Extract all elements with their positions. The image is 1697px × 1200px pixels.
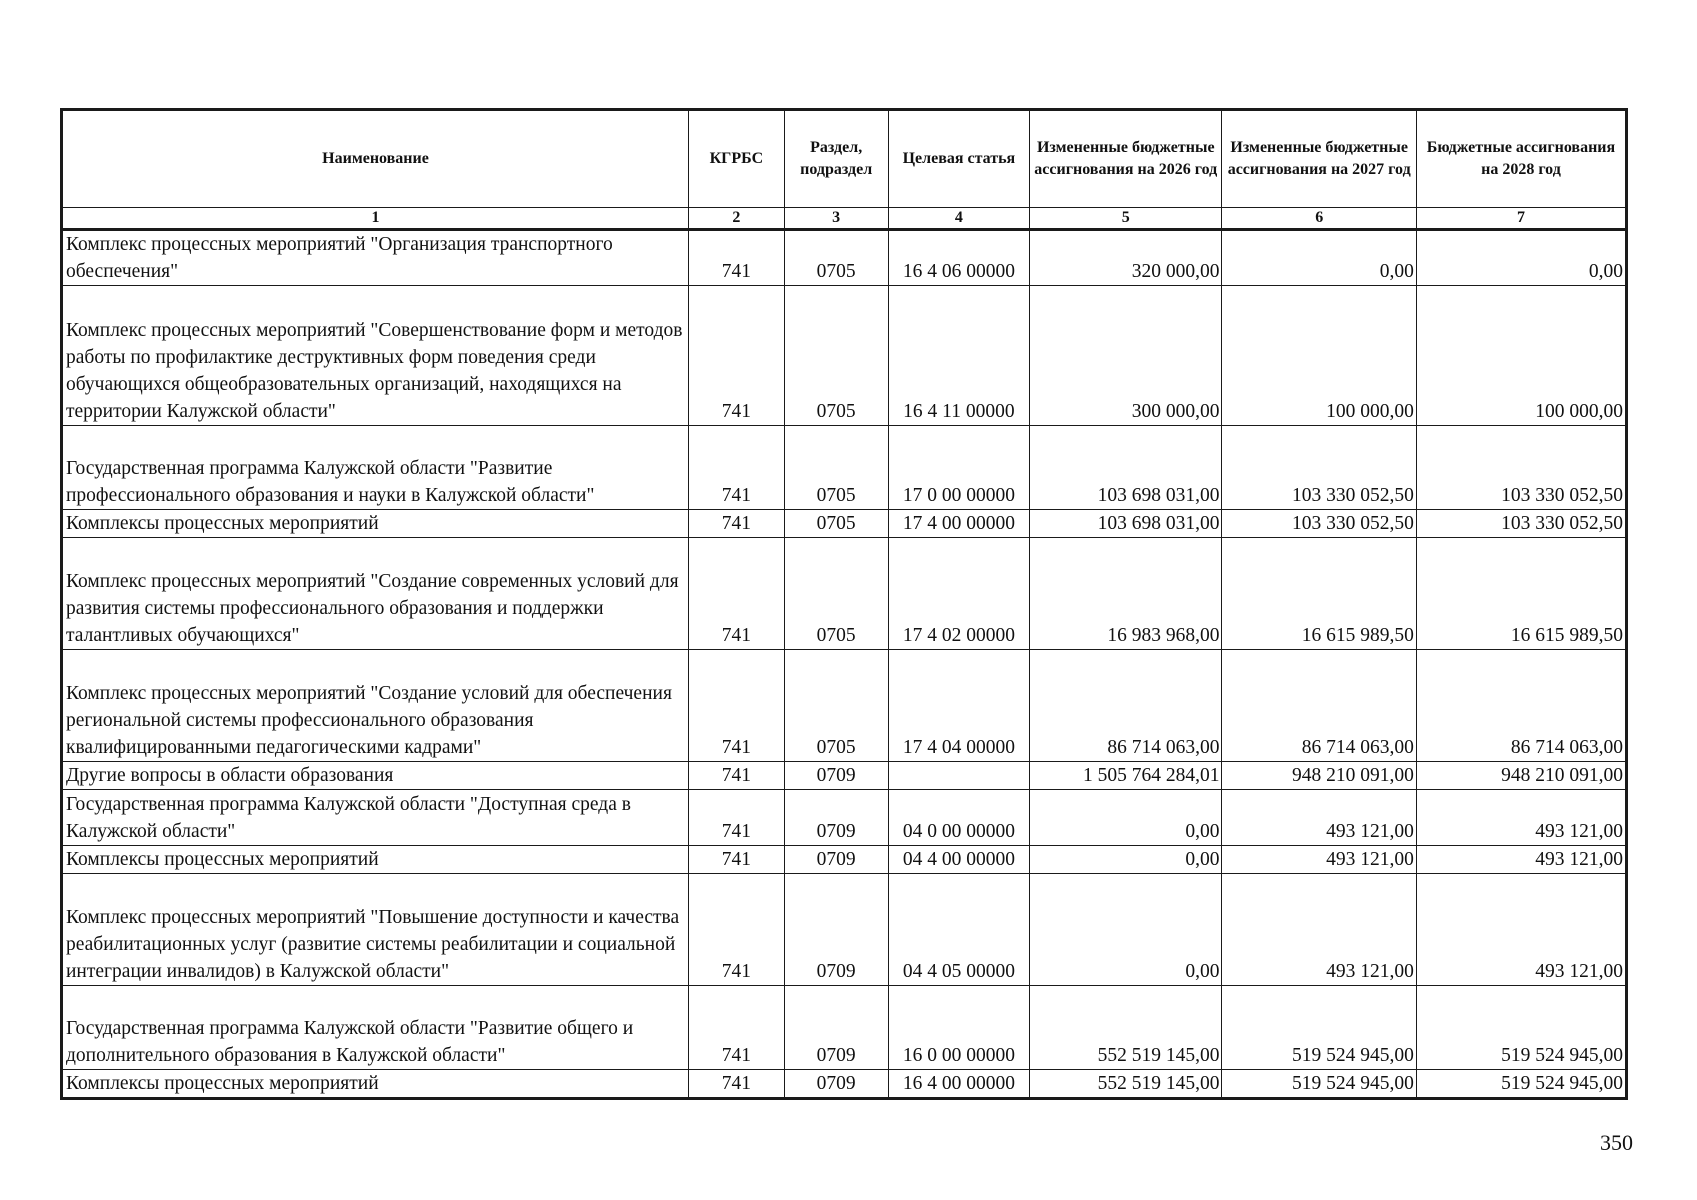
row-section: 0709 bbox=[784, 762, 888, 790]
header-kgrbs: КГРБС bbox=[689, 110, 785, 208]
row-kgrbs: 741 bbox=[689, 846, 785, 874]
row-name: Государственная программа Калужской области "Доступная среда в Калужской области" bbox=[62, 790, 689, 846]
row-target: 17 4 02 00000 bbox=[888, 538, 1029, 650]
row-2027: 100 000,00 bbox=[1222, 286, 1416, 426]
row-2028: 948 210 091,00 bbox=[1416, 762, 1626, 790]
row-target: 16 4 06 00000 bbox=[888, 230, 1029, 286]
row-2028: 16 615 989,50 bbox=[1416, 538, 1626, 650]
column-number: 6 bbox=[1222, 208, 1416, 230]
row-name: Комплекс процессных мероприятий "Создание условий для обеспечения региональной системы профессионального образования квалифицированными педагогическими кадрами" bbox=[62, 650, 689, 762]
row-name: Комплекс процессных мероприятий "Создание современных условий для развития системы профессионального образования и поддержки талантливых обучающихся" bbox=[62, 538, 689, 650]
table-row bbox=[62, 874, 1627, 986]
header-2027: Измененные бюджетные ассигнования на 2027 год bbox=[1222, 110, 1416, 208]
row-kgrbs: 741 bbox=[689, 762, 785, 790]
row-kgrbs: 741 bbox=[689, 650, 785, 762]
row-name: Государственная программа Калужской области "Развитие общего и дополнительного образования в Калужской области" bbox=[62, 986, 689, 1070]
row-2028: 519 524 945,00 bbox=[1416, 1070, 1626, 1099]
row-2026: 1 505 764 284,01 bbox=[1030, 762, 1222, 790]
row-target: 16 0 00 00000 bbox=[888, 986, 1029, 1070]
table-row bbox=[62, 846, 1627, 874]
row-2028: 103 330 052,50 bbox=[1416, 510, 1626, 538]
row-2026: 16 983 968,00 bbox=[1030, 538, 1222, 650]
row-name: Комплекс процессных мероприятий "Совершенствование форм и методов работы по профилактике деструктивных форм поведения среди обучающихся общеобразовательных организаций, находящихся на территории Калужской области" bbox=[62, 286, 689, 426]
row-kgrbs: 741 bbox=[689, 538, 785, 650]
row-target: 17 4 00 00000 bbox=[888, 510, 1029, 538]
column-number-row bbox=[62, 208, 1627, 230]
row-2028: 519 524 945,00 bbox=[1416, 986, 1626, 1070]
row-2026: 552 519 145,00 bbox=[1030, 1070, 1222, 1099]
row-section: 0709 bbox=[784, 846, 888, 874]
header-name: Наименование bbox=[62, 110, 689, 208]
row-target: 17 0 00 00000 bbox=[888, 426, 1029, 510]
row-2027: 493 121,00 bbox=[1222, 874, 1416, 986]
row-kgrbs: 741 bbox=[689, 230, 785, 286]
budget-table bbox=[60, 108, 1628, 1100]
row-target: 17 4 04 00000 bbox=[888, 650, 1029, 762]
page-number: 350 bbox=[1600, 1130, 1633, 1155]
column-number: 4 bbox=[888, 208, 1029, 230]
row-2026: 300 000,00 bbox=[1030, 286, 1222, 426]
table-row bbox=[62, 790, 1627, 846]
row-2027: 493 121,00 bbox=[1222, 846, 1416, 874]
header-row bbox=[62, 110, 1627, 208]
row-section: 0705 bbox=[784, 230, 888, 286]
row-2028: 100 000,00 bbox=[1416, 286, 1626, 426]
row-name: Государственная программа Калужской области "Развитие профессионального образования и науки в Калужской области" bbox=[62, 426, 689, 510]
row-section: 0705 bbox=[784, 426, 888, 510]
row-section: 0709 bbox=[784, 1070, 888, 1099]
row-kgrbs: 741 bbox=[689, 986, 785, 1070]
row-2027: 519 524 945,00 bbox=[1222, 1070, 1416, 1099]
row-2027: 519 524 945,00 bbox=[1222, 986, 1416, 1070]
row-section: 0705 bbox=[784, 650, 888, 762]
row-2027: 493 121,00 bbox=[1222, 790, 1416, 846]
row-2026: 0,00 bbox=[1030, 874, 1222, 986]
row-name: Комплексы процессных мероприятий bbox=[62, 1070, 689, 1099]
row-name: Комплекс процессных мероприятий "Организация транспортного обеспечения" bbox=[62, 230, 689, 286]
row-2026: 103 698 031,00 bbox=[1030, 426, 1222, 510]
table-row bbox=[62, 986, 1627, 1070]
row-2028: 0,00 bbox=[1416, 230, 1626, 286]
row-section: 0705 bbox=[784, 286, 888, 426]
row-2027: 16 615 989,50 bbox=[1222, 538, 1416, 650]
row-kgrbs: 741 bbox=[689, 510, 785, 538]
column-number: 3 bbox=[784, 208, 888, 230]
row-2026: 552 519 145,00 bbox=[1030, 986, 1222, 1070]
row-kgrbs: 741 bbox=[689, 1070, 785, 1099]
table-row bbox=[62, 538, 1627, 650]
row-2028: 86 714 063,00 bbox=[1416, 650, 1626, 762]
row-kgrbs: 741 bbox=[689, 426, 785, 510]
column-number: 5 bbox=[1030, 208, 1222, 230]
column-number: 7 bbox=[1416, 208, 1626, 230]
column-number: 2 bbox=[689, 208, 785, 230]
row-2027: 103 330 052,50 bbox=[1222, 510, 1416, 538]
row-2028: 493 121,00 bbox=[1416, 846, 1626, 874]
row-2026: 103 698 031,00 bbox=[1030, 510, 1222, 538]
row-target: 16 4 11 00000 bbox=[888, 286, 1029, 426]
header-2028: Бюджетные ассигнования на 2028 год bbox=[1416, 110, 1626, 208]
row-section: 0705 bbox=[784, 538, 888, 650]
budget-table-sheet bbox=[60, 108, 1628, 1100]
row-2026: 0,00 bbox=[1030, 846, 1222, 874]
row-target bbox=[888, 762, 1029, 790]
row-2027: 948 210 091,00 bbox=[1222, 762, 1416, 790]
row-2028: 493 121,00 bbox=[1416, 790, 1626, 846]
row-2026: 0,00 bbox=[1030, 790, 1222, 846]
header-2026: Измененные бюджетные ассигнования на 2026 год bbox=[1030, 110, 1222, 208]
row-name: Комплексы процессных мероприятий bbox=[62, 510, 689, 538]
row-kgrbs: 741 bbox=[689, 286, 785, 426]
row-section: 0709 bbox=[784, 986, 888, 1070]
table-row bbox=[62, 230, 1627, 286]
row-2027: 103 330 052,50 bbox=[1222, 426, 1416, 510]
row-kgrbs: 741 bbox=[689, 790, 785, 846]
row-2026: 86 714 063,00 bbox=[1030, 650, 1222, 762]
header-target: Целевая статья bbox=[888, 110, 1029, 208]
table-row bbox=[62, 650, 1627, 762]
row-target: 04 4 05 00000 bbox=[888, 874, 1029, 986]
table-row bbox=[62, 510, 1627, 538]
row-section: 0709 bbox=[784, 790, 888, 846]
row-target: 16 4 00 00000 bbox=[888, 1070, 1029, 1099]
row-2028: 493 121,00 bbox=[1416, 874, 1626, 986]
row-2027: 86 714 063,00 bbox=[1222, 650, 1416, 762]
row-target: 04 0 00 00000 bbox=[888, 790, 1029, 846]
row-name: Комплексы процессных мероприятий bbox=[62, 846, 689, 874]
row-kgrbs: 741 bbox=[689, 874, 785, 986]
table-row bbox=[62, 426, 1627, 510]
row-section: 0709 bbox=[784, 874, 888, 986]
row-2026: 320 000,00 bbox=[1030, 230, 1222, 286]
table-row bbox=[62, 286, 1627, 426]
row-2027: 0,00 bbox=[1222, 230, 1416, 286]
row-target: 04 4 00 00000 bbox=[888, 846, 1029, 874]
column-number: 1 bbox=[62, 208, 689, 230]
table-row bbox=[62, 1070, 1627, 1099]
row-section: 0705 bbox=[784, 510, 888, 538]
row-name: Другие вопросы в области образования bbox=[62, 762, 689, 790]
table-row bbox=[62, 762, 1627, 790]
row-name: Комплекс процессных мероприятий "Повышение доступности и качества реабилитационных услуг (развитие системы реабилитации и социальной интеграции инвалидов) в Калужской области" bbox=[62, 874, 689, 986]
header-section: Раздел, подраздел bbox=[784, 110, 888, 208]
row-2028: 103 330 052,50 bbox=[1416, 426, 1626, 510]
